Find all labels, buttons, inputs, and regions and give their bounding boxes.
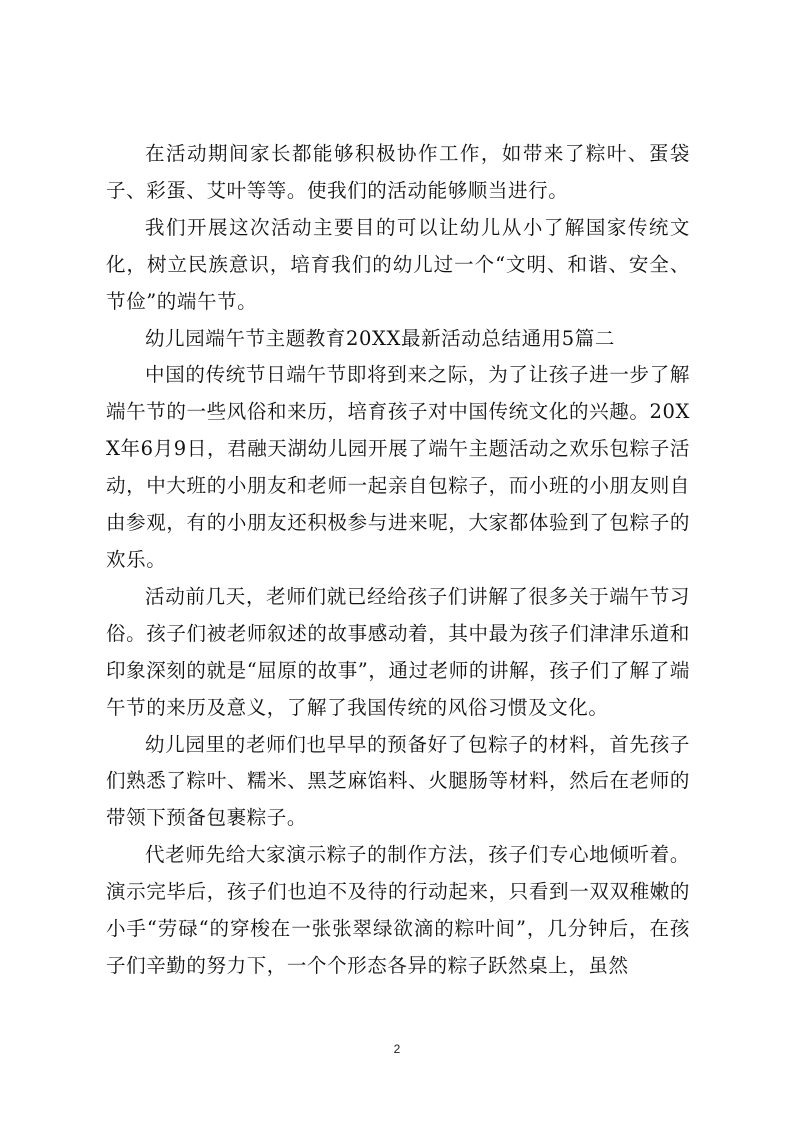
paragraph-parent-cooperation: 在活动期间家长都能够积极协作工作，如带来了粽叶、蛋袋子、彩蛋、艾叶等等。使我们的活动能够顺当进行。: [106, 142, 690, 202]
section-heading: 幼儿园端午节主题教育20XX最新活动总结通用5篇二: [145, 326, 615, 350]
page-number: 2: [393, 1042, 401, 1056]
paragraph-zongzi-activity: 中国的传统节日端午节即将到来之际，为了让孩子进一步了解端午节的一些风俗和来历，培育孩子对中国传统文化的兴趣。20XX年6月9日，君融天湖幼儿园开展了端午主题活动之欢乐包粽子活动，中大班的小朋友和老师一起亲自包粽子，而小班的小朋友则自由参观，有的小朋友还积极参与进来呢，大家都体验到了包粽子的欢乐。: [106, 363, 690, 571]
paragraph-materials-prepared: 幼儿园里的老师们也早早的预备好了包粽子的材料，首先孩子们熟悉了粽叶、糯米、黑芝麻馅料、火腿肠等材料，然后在老师的带领下预备包裹粽子。: [106, 732, 690, 830]
paragraph-customs-explained: 活动前几天，老师们就已经给孩子们讲解了很多关于端午节习俗。孩子们被老师叙述的故事感动着，其中最为孩子们津津乐道和印象深刻的就是“屈原的故事”，通过老师的讲解，孩子们了解了端午节的来历及意义，了解了我国传统的风俗习惯及文化。: [106, 584, 690, 719]
paragraph-making-demo: 代老师先给大家演示粽子的制作方法，孩子们专心地倾听着。演示完毕后，孩子们也迫不及待的行动起来，只看到一双双稚嫩的小手“劳碌“的穿梭在一张张翠绿欲滴的粽叶间”，几分钟后，在孩子们辛勤的努力下，一个个形态各异的粽子跃然桌上，虽然: [106, 843, 690, 977]
paragraph-activity-purpose: 我们开展这次活动主要目的可以让幼儿从小了解国家传统文化，树立民族意识，培育我们的幼儿过一个“文明、和谐、安全、节俭”的端午节。: [106, 215, 690, 313]
document-body: [106, 136, 690, 985]
